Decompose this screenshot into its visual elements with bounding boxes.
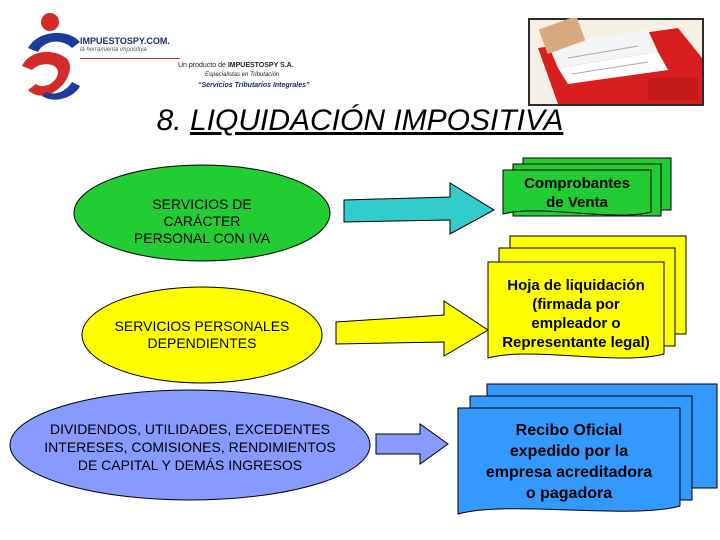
document-line: o pagadora bbox=[525, 485, 613, 502]
source-label-3 bbox=[10, 420, 370, 474]
document-line: de Venta bbox=[546, 194, 608, 211]
source-line: SERVICIOS DE bbox=[152, 196, 252, 212]
arrow-2 bbox=[336, 301, 488, 356]
document-label-1 bbox=[503, 174, 651, 212]
document-line: Comprobantes bbox=[524, 175, 630, 192]
document-line: expedido por la bbox=[509, 443, 629, 460]
document-line: Representante legal) bbox=[502, 334, 650, 351]
source-line: INTERESES, COMISIONES, RENDIMIENTOS bbox=[44, 439, 336, 455]
logo-brand-name: IMPUESTOSPY.COM. bbox=[80, 36, 170, 46]
title-number: 8. bbox=[156, 104, 190, 137]
title-text: LIQUIDACIÓN IMPOSITIVA bbox=[189, 104, 564, 137]
arrow-3 bbox=[376, 424, 448, 464]
source-label-2 bbox=[82, 318, 322, 352]
document-line: empresa acreditadora bbox=[485, 464, 653, 481]
document-line: empleador o bbox=[531, 315, 621, 332]
source-line: DE CAPITAL Y DEMÁS INGRESOS bbox=[77, 457, 303, 473]
logo-slogan: “Servicios Tributarios Integrales” bbox=[198, 82, 310, 89]
document-line: Recibo Oficial bbox=[515, 422, 623, 439]
document-line: (firmada por bbox=[532, 296, 620, 313]
logo-tagline: la herramienta impositiva bbox=[80, 47, 147, 53]
source-line: DIVIDENDOS, UTILIDADES, EXCEDENTES bbox=[49, 421, 331, 437]
source-line: CARÁCTER bbox=[163, 213, 241, 229]
logo-specialists: Especialistas en Tributación bbox=[205, 72, 280, 78]
arrow-1 bbox=[344, 183, 494, 234]
document-line: Hoja de liquidación bbox=[507, 277, 645, 294]
source-line: DEPENDIENTES bbox=[147, 335, 257, 351]
document-label-2 bbox=[484, 276, 668, 352]
source-line: SERVICIOS PERSONALES bbox=[114, 318, 290, 334]
logo-producer-prefix: Un producto de bbox=[178, 62, 228, 69]
logo-producer-company: IMPUESTOSPY S.A. bbox=[227, 62, 294, 69]
source-line: PERSONAL CON IVA bbox=[133, 230, 271, 246]
source-label-1 bbox=[92, 196, 312, 247]
document-label-3 bbox=[458, 420, 680, 504]
